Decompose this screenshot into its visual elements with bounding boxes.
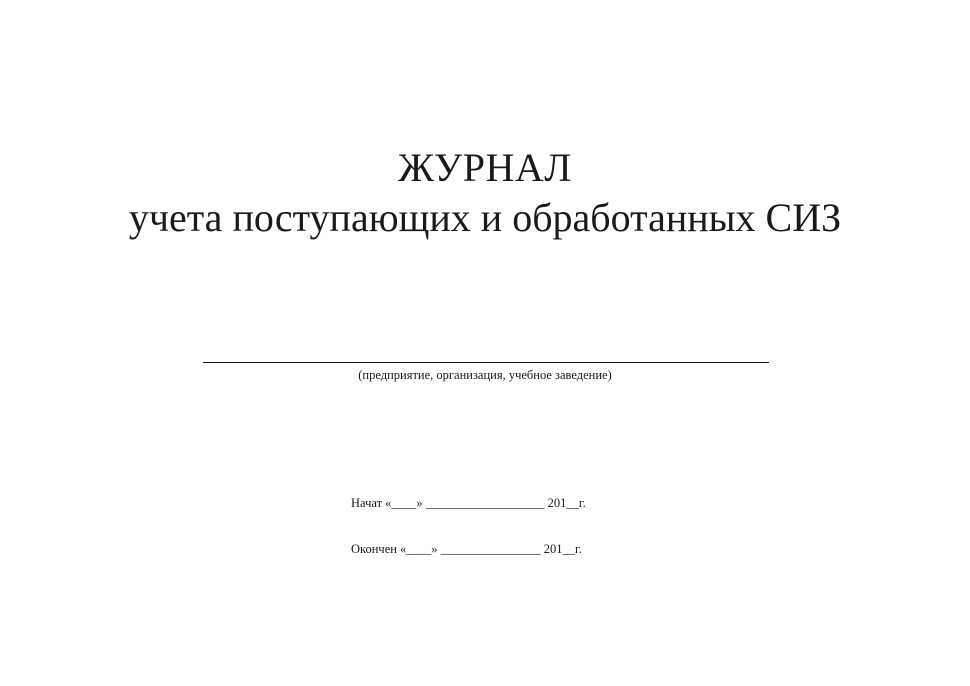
organization-line	[203, 362, 769, 363]
journal-subtitle: учета поступающих и обработанных СИЗ	[128, 195, 842, 240]
journal-title: ЖУРНАЛ	[398, 145, 572, 190]
start-date-line: Начат «____» ___________________ 201__г.	[351, 496, 586, 510]
organization-caption: (предприятие, организация, учебное заведение)	[358, 368, 612, 382]
end-date-line: Окончен «____» ________________ 201__г.	[351, 542, 582, 556]
